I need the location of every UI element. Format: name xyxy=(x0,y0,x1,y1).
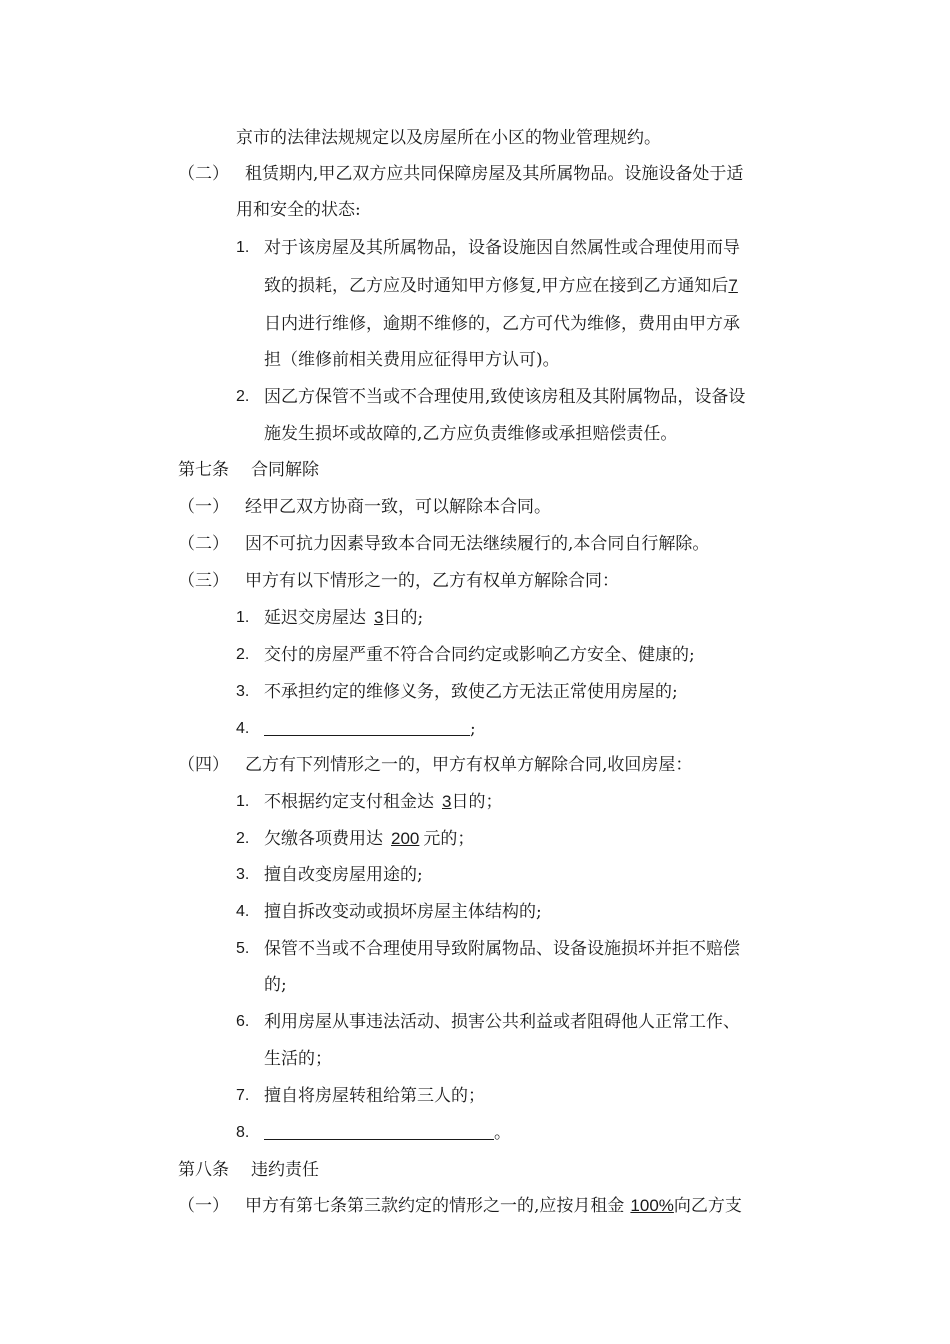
paragraph-line: 乙方有下列情形之一的，甲方有权单方解除合同,收回房屋： xyxy=(245,755,693,775)
list-item: 交付的房屋严重不符合合同约定或影响乙方安全、健康的; xyxy=(264,645,695,665)
list-item: 擅自改变房屋用途的; xyxy=(264,865,423,885)
list-number: 3. xyxy=(236,683,250,700)
list-number: 4. xyxy=(236,720,250,737)
list-number: 8. xyxy=(236,1124,250,1141)
list-item-continued: 担（维修前相关费用应征得甲方认可)。 xyxy=(264,350,560,370)
paragraph-line: 用和安全的状态: xyxy=(236,200,361,220)
list-number: 1. xyxy=(236,793,250,810)
list-number: 2. xyxy=(236,388,250,405)
text: 元的； xyxy=(423,829,475,849)
text: 延迟交房屋达 xyxy=(264,608,366,628)
fill-in-value: 3 xyxy=(374,608,384,627)
clause-label: （二） xyxy=(178,164,229,184)
paragraph-line: 京市的法律法规规定以及房屋所在小区的物业管理规约。 xyxy=(236,128,661,148)
list-item xyxy=(264,1121,511,1145)
list-item-continued: 的; xyxy=(264,975,287,995)
list-item: 擅自将房屋转租给第三人的； xyxy=(264,1086,485,1106)
text: 欠缴各项费用达 xyxy=(264,829,383,849)
list-item: 保管不当或不合理使用导致附属物品、设备设施损坏并拒不赔偿 xyxy=(264,939,740,959)
fill-in-value: 3 xyxy=(442,792,452,811)
list-item xyxy=(264,827,474,851)
section-number: 第八条 xyxy=(178,1160,229,1180)
list-number: 5. xyxy=(236,940,250,957)
text: 甲方有第七条第三款约定的情形之一的,应按月租金 xyxy=(245,1196,625,1216)
text: 不根据约定支付租金达 xyxy=(264,792,434,812)
fill-in-value: 200 xyxy=(391,829,420,848)
clause-label: （四） xyxy=(178,755,229,775)
clause-label: （三） xyxy=(178,571,229,591)
paragraph-line: 甲方有以下情形之一的，乙方有权单方解除合同： xyxy=(245,571,619,591)
text: 。 xyxy=(494,1123,511,1143)
section-number: 第七条 xyxy=(178,460,229,480)
list-item: 不承担约定的维修义务，致使乙方无法正常使用房屋的; xyxy=(264,682,678,702)
text: 日的; xyxy=(383,608,424,628)
list-number: 1. xyxy=(236,609,250,626)
text: 致的损耗，乙方应及时通知甲方修复,甲方应在接到乙方通知后 xyxy=(264,276,729,296)
paragraph-line xyxy=(245,1194,742,1218)
section-title: 合同解除 xyxy=(251,460,319,480)
fill-in-value: 7 xyxy=(728,276,738,295)
list-item: 对于该房屋及其所属物品，设备设施因自然属性或合理使用而导 xyxy=(264,238,740,258)
blank-underline xyxy=(264,1123,494,1140)
text: 向乙方支 xyxy=(673,1196,742,1216)
list-item-continued: 生活的； xyxy=(264,1049,332,1069)
clause-label: （一） xyxy=(178,497,229,517)
list-number: 2. xyxy=(236,830,250,847)
paragraph-line: 因不可抗力因素导致本合同无法继续履行的,本合同自行解除。 xyxy=(245,534,710,554)
list-number: 6. xyxy=(236,1013,250,1030)
list-number: 4. xyxy=(236,903,250,920)
section-heading xyxy=(178,458,319,482)
list-item-continued: 日内进行维修，逾期不维修的，乙方可代为维修，费用由甲方承 xyxy=(264,314,740,334)
list-number: 7. xyxy=(236,1087,250,1104)
paragraph-line: 租赁期内,甲乙双方应共同保障房屋及其所属物品。设施设备处于适 xyxy=(245,164,744,184)
clause-label: （二） xyxy=(178,534,229,554)
list-item-continued: 施发生损坏或故障的,乙方应负责维修或承担赔偿责任。 xyxy=(264,424,678,444)
section-title: 违约责任 xyxy=(251,1160,319,1180)
blank-underline xyxy=(264,719,470,736)
list-item xyxy=(264,790,502,814)
clause-label: （一） xyxy=(178,1196,229,1216)
text: 日的； xyxy=(451,792,503,812)
text: ; xyxy=(470,719,476,739)
list-item xyxy=(264,717,476,741)
list-item xyxy=(264,606,423,630)
list-item: 因乙方保管不当或不合理使用,致使该房租及其附属物品，设备设 xyxy=(264,387,746,407)
list-item: 擅自拆改变动或损坏房屋主体结构的; xyxy=(264,902,542,922)
list-item: 利用房屋从事违法活动、损害公共利益或者阻碍他人正常工作、 xyxy=(264,1012,740,1032)
list-number: 2. xyxy=(236,646,250,663)
list-number: 3. xyxy=(236,866,250,883)
list-number: 1. xyxy=(236,239,250,256)
fill-in-value: 100% xyxy=(630,1196,674,1215)
section-heading xyxy=(178,1158,319,1182)
list-item-continued xyxy=(264,274,738,298)
paragraph-line: 经甲乙双方协商一致，可以解除本合同。 xyxy=(245,497,551,517)
